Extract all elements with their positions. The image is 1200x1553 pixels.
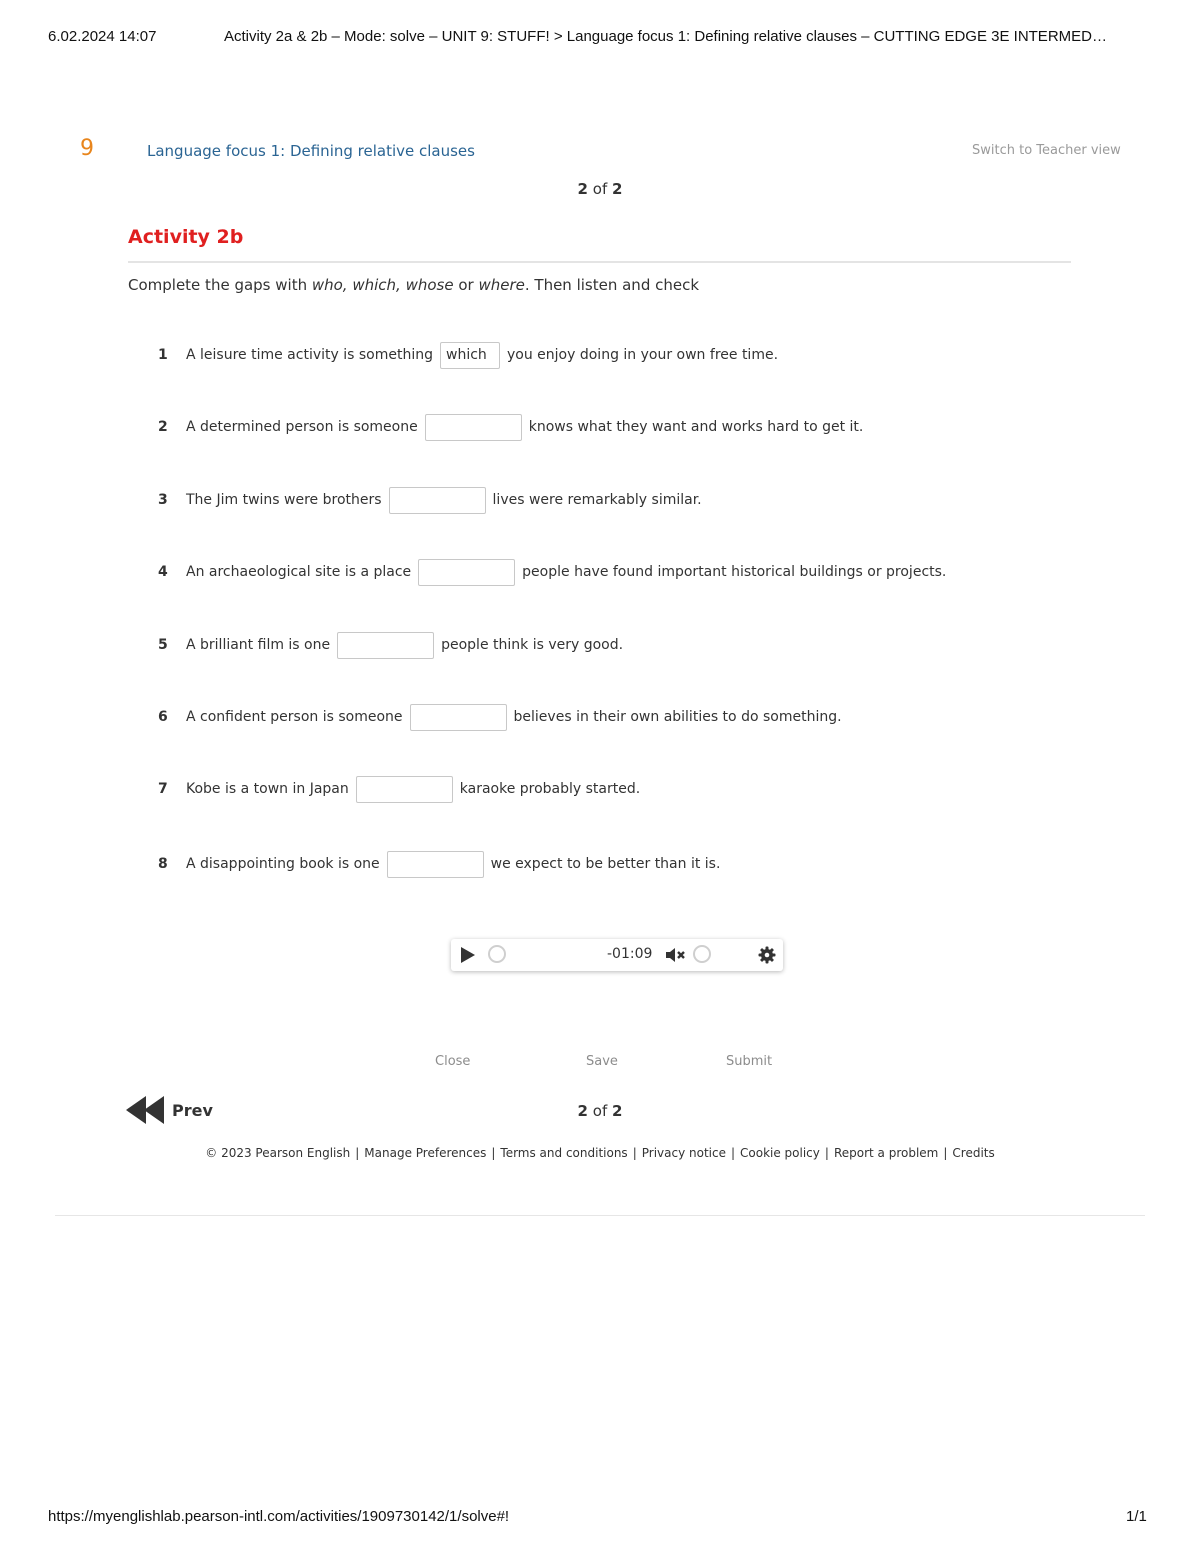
audio-player	[451, 939, 783, 971]
page-counter-bottom	[0, 1102, 1200, 1120]
question-text-before: A brilliant film is one	[186, 637, 331, 653]
question-number: 2	[158, 419, 168, 435]
credits-link[interactable]: Credits	[952, 1146, 995, 1160]
print-page-number: 1/1	[1126, 1508, 1147, 1525]
page-current: 2	[577, 180, 588, 198]
footer-divider	[55, 1215, 1145, 1216]
question-row-3	[158, 485, 702, 515]
question-text-before: Kobe is a town in Japan	[186, 781, 349, 797]
gap-input-5[interactable]	[337, 632, 434, 659]
question-row-2	[158, 412, 863, 442]
question-text-before: A disappointing book is one	[186, 856, 380, 872]
question-text-before: A confident person is someone	[186, 709, 403, 725]
instructions-word1: who, which, whose	[311, 276, 454, 294]
question-text-after: we expect to be better than it is.	[490, 856, 721, 872]
cookie-policy-link[interactable]: Cookie policy	[740, 1146, 820, 1160]
save-button[interactable]: Save	[586, 1054, 618, 1069]
unit-number: 9	[80, 136, 94, 161]
question-text-after: knows what they want and works hard to get it.	[528, 419, 864, 435]
question-number: 5	[158, 637, 168, 653]
submit-button[interactable]: Submit	[726, 1054, 773, 1069]
question-text-after: believes in their own abilities to do something.	[513, 709, 842, 725]
instructions-suffix: . Then listen and check	[524, 276, 700, 294]
gap-input-1[interactable]	[440, 342, 500, 369]
close-button[interactable]: Close	[435, 1054, 471, 1069]
settings-gear-icon[interactable]	[758, 946, 776, 968]
question-number: 8	[158, 856, 168, 872]
question-number: 6	[158, 709, 168, 725]
question-text-before: An archaeological site is a place	[186, 564, 412, 580]
gap-input-6[interactable]	[410, 704, 507, 731]
terms-link[interactable]: Terms and conditions	[500, 1146, 628, 1160]
question-text-after: lives were remarkably similar.	[492, 492, 702, 508]
privacy-link[interactable]: Privacy notice	[641, 1146, 726, 1160]
volume-icon[interactable]	[665, 947, 687, 967]
page-counter-top	[0, 180, 1200, 198]
question-number: 7	[158, 781, 168, 797]
question-text-before: The Jim twins were brothers	[186, 492, 382, 508]
print-date: 6.02.2024 14:07	[48, 28, 157, 45]
question-text-after: people have found important historical buildings or projects.	[522, 564, 947, 580]
question-number: 3	[158, 492, 168, 508]
report-problem-link[interactable]: Report a problem	[833, 1146, 939, 1160]
switch-teacher-view-link[interactable]: Switch to Teacher view	[972, 143, 1121, 158]
lesson-link[interactable]: Language focus 1: Defining relative clauses	[147, 142, 475, 160]
footer: © 2023 Pearson English | Manage Preferences | Terms and conditions | Privacy notice | Cookie policy | Report a problem | Credits	[205, 1146, 995, 1160]
page-of: of	[592, 1102, 608, 1120]
question-row-5	[158, 630, 623, 660]
page-total: 2	[612, 1102, 623, 1120]
copyright: © 2023 Pearson English	[205, 1146, 351, 1160]
gap-input-3[interactable]	[389, 487, 486, 514]
instructions-prefix: Complete the gaps with	[128, 276, 312, 294]
gap-input-2[interactable]	[425, 414, 522, 441]
gap-input-7[interactable]	[356, 776, 453, 803]
instructions-word2: where	[478, 276, 525, 294]
gap-input-8[interactable]	[387, 851, 484, 878]
print-url: https://myenglishlab.pearson-intl.com/activities/1909730142/1/solve#!	[48, 1508, 510, 1525]
print-page-title: Activity 2a & 2b – Mode: solve – UNIT 9: STUFF! > Language focus 1: Defining relative clauses – CUTTING EDGE 3E INTERMED…	[224, 28, 1107, 45]
instructions	[128, 276, 699, 294]
question-row-1	[158, 340, 778, 370]
instructions-middle: or	[453, 276, 479, 294]
question-text-after: karaoke probably started.	[459, 781, 641, 797]
title-divider	[128, 261, 1071, 263]
question-text-before: A leisure time activity is something	[186, 347, 433, 363]
question-row-4	[158, 557, 946, 587]
volume-knob[interactable]	[693, 945, 711, 963]
activity-title: Activity 2b	[128, 226, 244, 248]
page-current: 2	[577, 1102, 588, 1120]
question-row-8	[158, 849, 720, 879]
question-number: 4	[158, 564, 168, 580]
prev-label: Prev	[172, 1100, 213, 1120]
progress-knob[interactable]	[488, 945, 506, 963]
question-text-after: you enjoy doing in your own free time.	[507, 347, 779, 363]
play-icon[interactable]	[459, 946, 477, 968]
question-text-after: people think is very good.	[441, 637, 624, 653]
audio-time: -01:09	[607, 946, 653, 962]
gap-input-4[interactable]	[418, 559, 515, 586]
page-of: of	[592, 180, 608, 198]
page-total: 2	[612, 180, 623, 198]
question-text-before: A determined person is someone	[186, 419, 418, 435]
question-row-6	[158, 702, 842, 732]
manage-preferences-link[interactable]: Manage Preferences	[364, 1146, 487, 1160]
question-number: 1	[158, 347, 168, 363]
question-row-7	[158, 774, 640, 804]
